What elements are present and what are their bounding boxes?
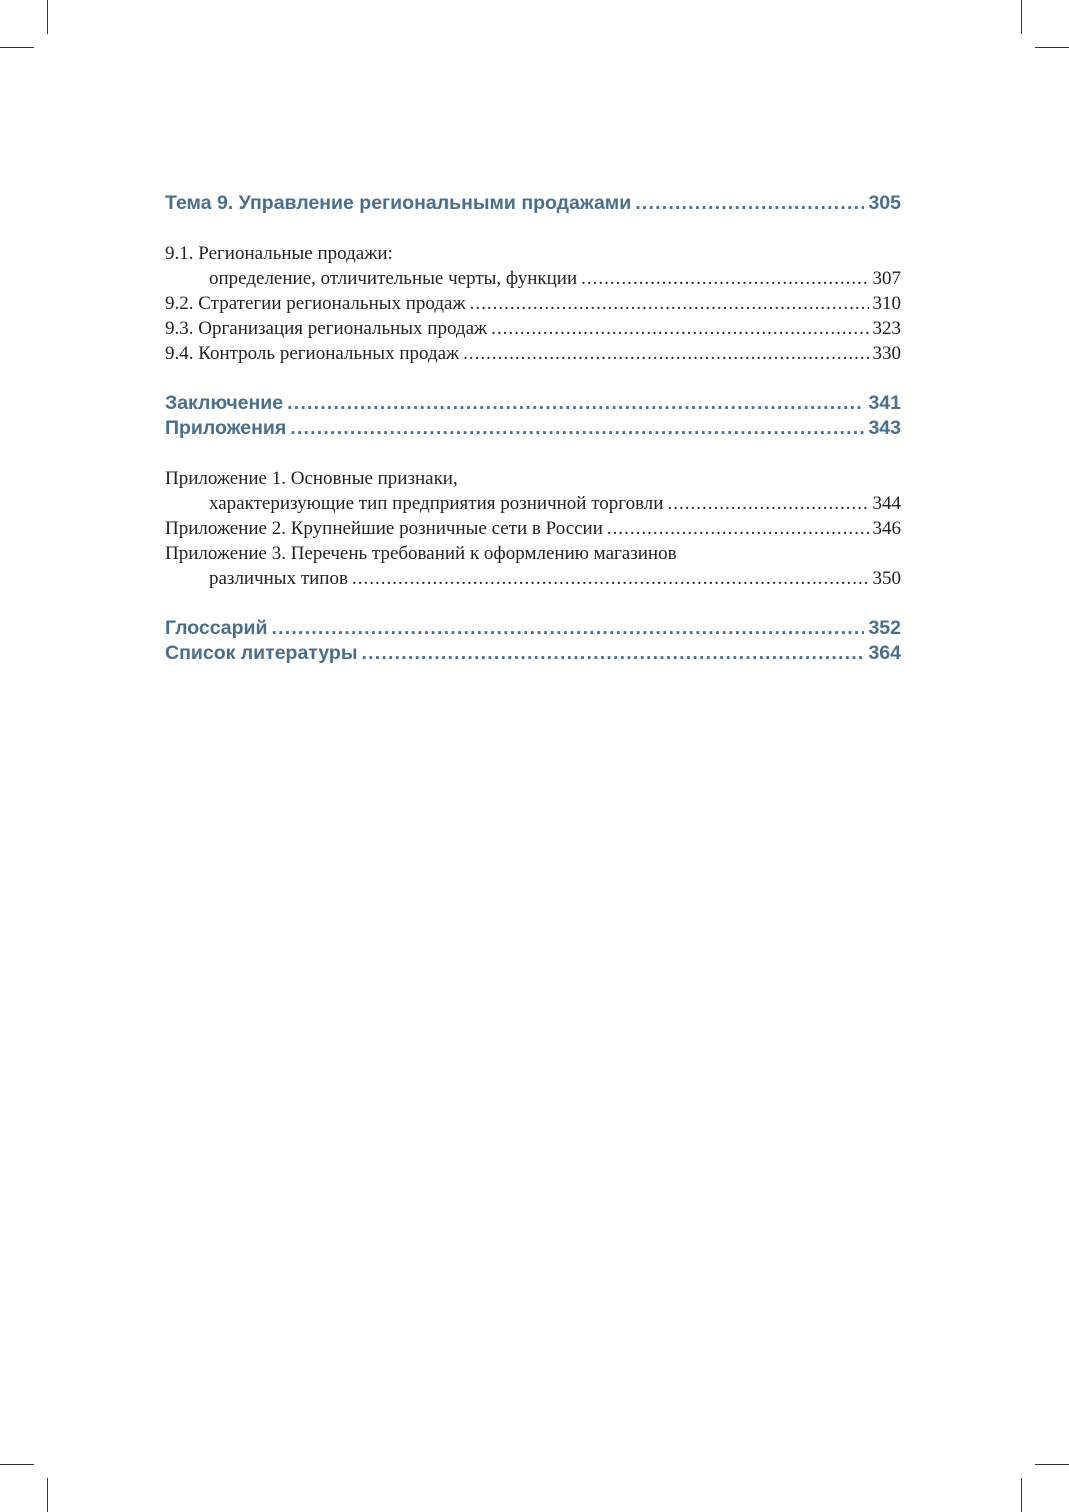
toc-title: 9.3. Организация региональных продаж [165,318,488,339]
toc-title: Глоссарий [165,617,268,639]
toc-leader [362,641,865,666]
toc-page-number: 323 [872,318,901,339]
toc-leader [667,491,868,516]
toc-entry-app3-line1: Приложение 3. Перечень требований к оформлению магазинов [165,543,677,564]
toc-entry-appendices[interactable] [165,416,901,441]
toc-leader [290,416,864,441]
toc-leader [635,191,864,216]
toc-entry-references[interactable] [165,641,901,666]
toc-page-number: 344 [872,493,901,514]
toc-entry-9-2[interactable] [165,291,901,316]
toc-page-number: 307 [872,268,901,289]
toc-title: Приложения [165,417,287,439]
toc-title: Приложение 2. Крупнейшие розничные сети в России [165,518,603,539]
toc-page-number: 310 [872,293,901,314]
toc-entry-9-3[interactable] [165,316,901,341]
crop-mark [1035,47,1069,48]
crop-mark [1021,0,1022,34]
toc-title: определение, отличительные черты, функции [209,268,578,289]
toc-leader [272,616,865,641]
toc-page-number: 343 [868,417,901,439]
toc-title: 9.4. Контроль региональных продаж [165,343,460,364]
toc-page-number: 350 [872,568,901,589]
toc-entry-9-4[interactable] [165,341,901,366]
toc-page-number: 341 [868,392,901,414]
crop-mark [1021,1478,1022,1512]
crop-mark [47,0,48,34]
crop-mark [1035,1464,1069,1465]
table-of-contents [165,191,901,666]
crop-mark [47,1478,48,1512]
crop-mark [0,1464,34,1465]
toc-page-number: 352 [868,617,901,639]
crop-mark [0,47,34,48]
toc-entry-glossary[interactable] [165,616,901,641]
toc-entry-9-1-line1: 9.1. Региональные продажи: [165,243,393,264]
toc-leader [470,291,869,316]
toc-entry-app1[interactable] [165,491,901,516]
toc-leader [287,391,864,416]
toc-page-number: 330 [872,343,901,364]
toc-title: 9.2. Стратегии региональных продаж [165,293,466,314]
toc-title: характеризующие тип предприятия розничной торговли [209,493,664,514]
toc-entry-conclusion[interactable] [165,391,901,416]
toc-entry-app2[interactable] [165,516,901,541]
toc-entry-9-1[interactable] [165,266,901,291]
toc-entry-app1-line1: Приложение 1. Основные признаки, [165,468,458,489]
toc-title: Список литературы [165,642,358,664]
toc-page-number: 346 [872,518,901,539]
toc-leader [463,341,868,366]
toc-leader [491,316,868,341]
toc-entry-theme9[interactable] [165,191,901,216]
toc-title: Заключение [165,392,284,414]
toc-title: различных типов [209,568,348,589]
toc-leader [581,266,868,291]
toc-page-number: 364 [868,642,901,664]
toc-leader [607,516,869,541]
toc-page-number: 305 [868,192,901,214]
toc-title: Тема 9. Управление региональными продажами [165,192,632,214]
toc-entry-app3[interactable] [165,566,901,591]
toc-leader [352,566,869,591]
